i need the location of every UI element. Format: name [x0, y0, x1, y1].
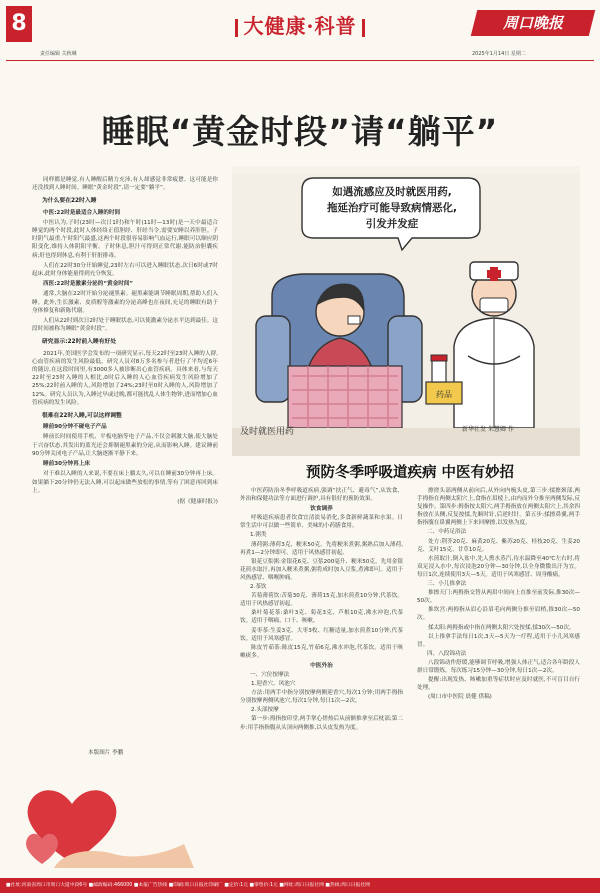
section-bar-right [362, 19, 365, 37]
paragraph-3: 通常,大脑在22时开始分泌褪黑素。褪黑素能调节睡眠周期,帮助人们入睡。此外,生长激素、皮质醇等激素的分泌高峰也在夜间,充足的睡眠有助于身体修复和新陈代谢。 [32, 291, 218, 314]
sub-heading: 二、中药足浴法 [427, 529, 467, 536]
subhead-2: 研究显示:22时前入睡有好处 [42, 339, 117, 346]
paragraph: 1.迎香穴、风池穴 [251, 681, 296, 688]
illustration-credit: 新华社发 朱慧卿 作 [462, 426, 514, 433]
paragraph: 擦搓头部两侧从前向后,从外向内梳头皮,第三步:揉擦颈部,两手拇指在两侧太阳穴上,食指在眉棱上,由内而外分推至两侧发际,反复操作。第四步:拇指按太阳穴,两手拇指放在两侧太阳穴上,其余四指放在头侧,反复按揉,先顺时针,后逆时针。第五步:揉擦鼻翼,两手指指腹在鼻翼两侧上下来回摩擦,以发热为度。 [417, 488, 580, 527]
paragraph: (周口市中医院 晨健 供稿) [428, 694, 492, 701]
paragraph-6: 睡前长时间使用手机、平板电脑等电子产品,不仅会刺激大脑,使大脑处于兴奋状态,其发出的蓝光还会抑制褪黑素的分泌,从而影响入睡。建议睡前90分钟关闭电子产品,让大脑逐渐平静下来。 [32, 434, 218, 457]
subhead-3: 很难在22时入睡,可以这样调整 [42, 413, 122, 420]
paragraph: 提醒:出现发热、咳嗽加重等症状时应及时就医,不可盲目自行处理。 [417, 677, 580, 692]
illustration-caption: 及时就医用药 [240, 427, 295, 437]
paragraph: 推坎宫:两拇指从眉心沿眉毛向两侧分推至眉梢,推30次—50次。 [417, 607, 580, 622]
section-heading: 中医外治 [310, 662, 333, 669]
page-number: 8 [6, 6, 32, 42]
paragraph: 揉太阳:两拇指或中指在两侧太阳穴处按揉,揉30次—50次。 [428, 624, 575, 631]
section-bar-left [235, 19, 238, 37]
sub-heading: 1.粥类 [250, 532, 267, 539]
paragraph: 第一步:拇指按印堂,两手掌心搓热后从前额推拿至后枕部;第二步:用手指指腹从头顶向两侧推,以头皮发热为度。 [240, 716, 403, 731]
paragraph: 姜枣茶:生姜3克、大枣3枚、红糖适量,加水煎煮10分钟,代茶饮。适用于风寒感冒。 [240, 627, 403, 642]
header-rule [6, 60, 594, 61]
paragraph: 八段锦动作舒缓,能够调节呼吸,增强人体正气,适合各年龄段人群日常锻炼。每次练习15分钟—30分钟,每日1次—2次。 [417, 659, 580, 674]
editors-line: 责任编辑 关秋琳 [40, 51, 77, 57]
headline: 睡眠“黄金时段”请“躺平” [101, 112, 499, 151]
paragraph: 陈皮竹茹茶:陈皮15克,竹茹6克,沸水冲泡,代茶饮。适用于咳嗽痰多。 [240, 644, 403, 659]
para-title-6: 睡前90分钟不碰电子产品 [43, 424, 107, 431]
paragraph: 银花豆浆粥:金银花6克、豆浆200毫升、粳米50克。先用金银花煎水取汁,再加入粳米煮粥,粥将成时加入豆浆,煮沸即可。适用于风热感冒、咽喉肿痛。 [240, 558, 403, 581]
paragraph: 推擦天门:两拇指交替从两眉中间向上直推至前发际,推30次—50次。 [417, 590, 580, 605]
paragraph: 苦菊薄荷饮:苦菊30克、薄荷15克,加水煎煮10分钟,代茶饮。适用于风热感冒初起。 [240, 593, 403, 608]
intro-paragraph: 同样都是睡觉,有人睡醒后精力充沛,有人却感觉非常疲惫。这可能是你还没找到人睡时间。睡眠“黄金时段”,请一定要“躺平”。 [32, 177, 218, 192]
section-title [200, 10, 400, 39]
paragraph-7: 对于难以入睡的人来说,不要在床上躺太久,可以在睡前30分钟再上床。如果躺下20分钟仍无法入睡,可以起床做些放松的事情,等有了困意再回到床上。 [32, 471, 218, 494]
paragraph: 水煎取汁,倒入盆中,先人熏水蒸汽,待水温降至40℃左右时,将双足浸入水中,每次浸泡20分钟—30分钟,以全身微微出汗为宜。每日1次,连续使用3天—5天。适用于风寒感冒、周身酸痛。 [417, 555, 580, 578]
page-footer: ■社址:河南省周口市周口大道中段6号 ■邮政编码:466000 ■本报广告热线 ■印刷:周口日报社印刷厂 ■定价:1元 ■零售价:1元 ■网址:周口日报社网 ■热线:周口日报社网 [0, 878, 600, 893]
paragraph: 桑叶菊花茶:桑叶3克、菊花3克、芦根10克,沸水冲泡,代茶饮。适用于咽痛、口干、咳嗽。 [240, 610, 403, 625]
sub-heading: 2.茶饮 [250, 584, 267, 591]
paragraph: 2.头部按摩 [251, 707, 279, 714]
para-title-7: 睡前30分钟再上床 [43, 461, 90, 468]
paragraph-2: 人们在22时30分开始睡觉,23时左右可以进入睡眠状态,次日6时或7时起床,此时身体能量得到充分恢复。 [32, 262, 218, 278]
paragraph: 中医药防治冬季呼吸道疾病,强调“扶正气、避毒气”,从饮食、外治和保健功法等方面进行调护,具有很好的预防效果。 [240, 488, 403, 503]
section-label: 大健康·科普 [243, 14, 357, 38]
medicine-bottle [432, 360, 446, 382]
cartoon-illustration [232, 166, 580, 456]
article-2-column-2 [417, 487, 580, 857]
newspaper-logo [471, 10, 595, 36]
logo-text: 周口晚报 [502, 14, 563, 32]
bubble-line-2: 拖延治疗可能导致病情恶化, [327, 202, 457, 214]
photo-byline: 本版图片 李鹏 [88, 750, 124, 756]
subhead-1: 为什么要在22时入睡 [42, 198, 97, 205]
article-2-title: 预防冬季呼吸道疾病 中医有妙招 [305, 465, 515, 481]
bubble-line-1: 如遇流感应及时就医用药, [332, 186, 452, 198]
article-2-column-1 [240, 487, 403, 857]
section-heading: 饮食调养 [310, 506, 333, 513]
paragraph: 薄荷粥:薄荷3克、粳米50克。先将粳米煮粥,粥熟后加入薄荷,再煮1—2分钟即可。适用于风热感冒初起。 [240, 541, 403, 556]
left-article [32, 176, 218, 506]
bubble-line-3: 引发并发症 [365, 218, 419, 230]
dateline: 2025年1月14日 星期二 [472, 51, 526, 57]
medicine-box-label: 药品 [436, 390, 452, 399]
paragraph-4: 人们从22时到次日2时处于睡眠状态,可以使激素分泌水平达到最佳。这段时间被称为睡眠“黄金时段”。 [32, 318, 218, 333]
paragraph: 呼吸道疾病患者饮食宜清淡易消化,多食新鲜蔬菜和水果。日常生活中可以做一些简单、美味的小药膳食用。 [240, 515, 403, 530]
paragraph-1: 中医认为,子时(23时—次日1时)和午时(11时—13时)是一天中最适合睡觉的两个时段,此时人体经络正值胆经、肝经当令,需要安睡以养肝胆。子时阴气最重,午时阳气最盛,这两个时段很容易影响气血运行,睡眠可以顺应阴阳变化,维持人体阴阳平衡。子时休息,胆汁可得到正常代谢,能防治胆囊疾病;肝也得到休息,有利于肝脏排毒。 [32, 219, 218, 259]
paragraph-5: 2021年,美国医学会发布的一项研究显示,每天22时至23时入睡的人群,心血管疾病的发生风险最低。研究人员对8万多名参与者进行了平均近6年的随访,在这段时间里,有3000多人被诊断出心血管疾病。具体来看,与每天22时至23时入睡的人相比,0时后入睡的人心血管疾病发生风险增加了25%;22时前入睡的人,风险增加了24%;23时至0时入睡的人,风险增加了12%。研究人员认为,入睡过早或过晚,都可能扰乱人体生物钟,进而增加心血管疾病的发生风险。 [32, 350, 218, 406]
article-2-columns [240, 487, 580, 857]
sub-heading: 三、小儿推拿法 [427, 581, 467, 588]
para-title-3: 西医:22时是激素分泌的“黄金时间” [43, 281, 134, 288]
article-source: (据《健康时报》) [177, 498, 218, 505]
para-title-1: 中医:22时是最适合入睡的时间 [43, 209, 121, 216]
sub-heading: 四、八段锦功法 [427, 650, 467, 657]
paragraph: 处方:荆芥20克、麻黄20克、紫苏20克、桂枝20克、生姜20克、艾叶15克、甘草10克。 [417, 538, 580, 553]
paragraph: 以上推拿手法每日1次,3天—5天为一疗程,适用于小儿风寒感冒。 [417, 633, 580, 648]
sub-heading: 一、穴位按摩法 [250, 671, 290, 678]
paragraph: 方法:用两手中指分别按摩两侧迎香穴,每次1分钟;用两手拇指分别按摩两侧风池穴,每次1分钟,每日1次—2次。 [240, 690, 403, 705]
hearts-decoration [14, 768, 214, 868]
